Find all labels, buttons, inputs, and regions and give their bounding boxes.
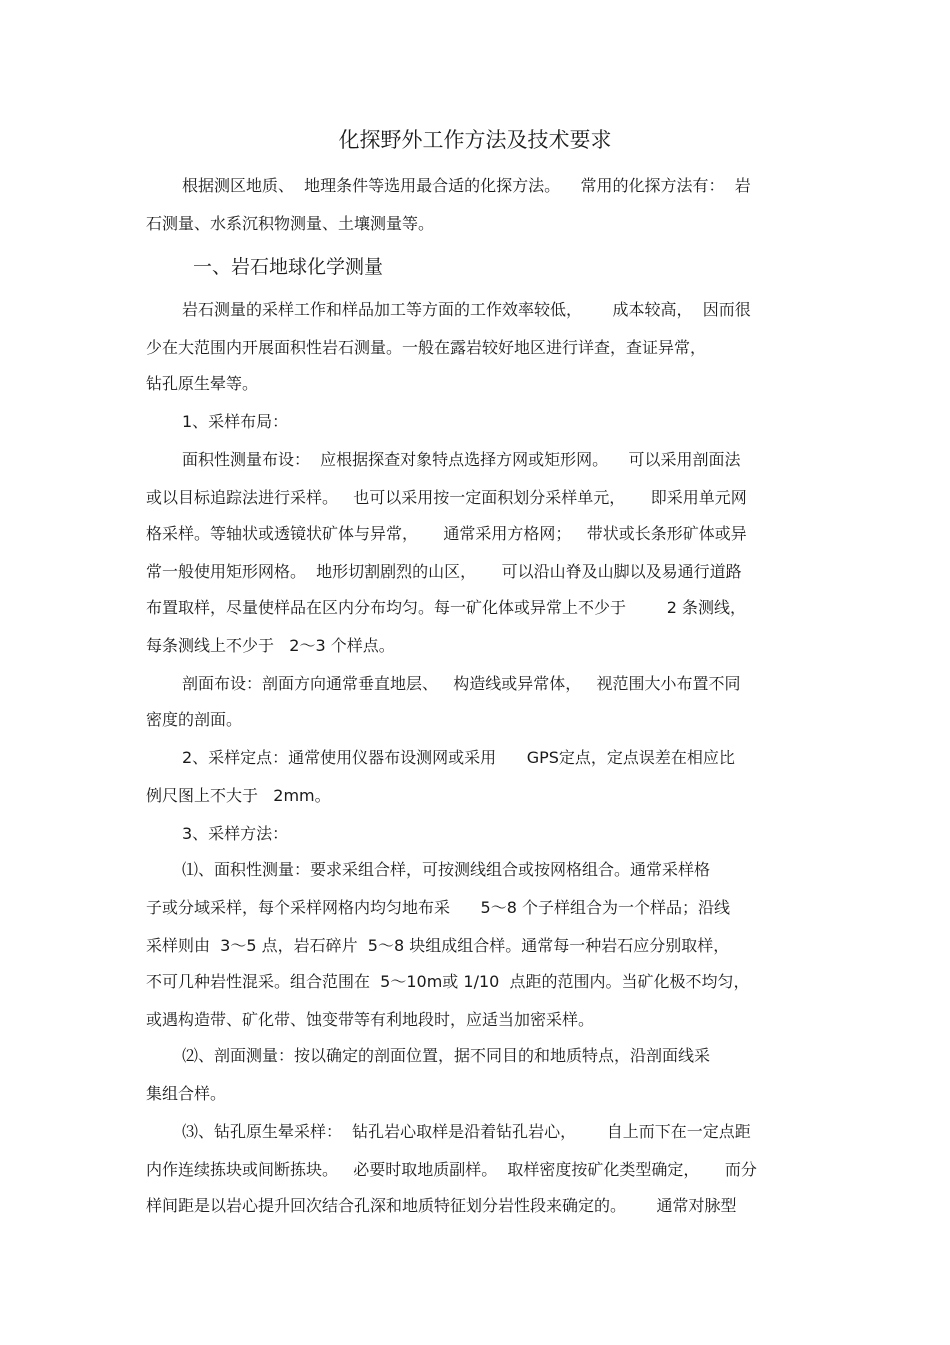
paragraph-line: 集组合样。 — [146, 1084, 227, 1103]
paragraph-line: 岩石测量的采样工作和样品加工等方面的工作效率较低， 成本较高， 因而很 — [182, 300, 751, 319]
paragraph-line: 面积性测量布设： 应根据探查对象特点选择方网或矩形网。 可以采用剖面法 — [182, 450, 741, 469]
paragraph-line: 子或分域采样，每个采样网格内均匀地布采 5～8 个子样组合为一个样品；沿线 — [146, 898, 730, 917]
paragraph-line: 格采样。等轴状或透镜状矿体与异常， 通常采用方格网； 带状或长条形矿体或异 — [146, 524, 747, 543]
paragraph-line: 剖面布设：剖面方向通常垂直地层、 构造线或异常体， 视范围大小布置不同 — [182, 674, 741, 693]
paragraph-line: 或遇构造带、矿化带、蚀变带等有利地段时，应适当加密采样。 — [146, 1010, 595, 1029]
paragraph-line: ⑶、钻孔原生晕采样： 钻孔岩心取样是沿着钻孔岩心， 自上而下在一定点距 — [182, 1122, 751, 1141]
paragraph-line: 根据测区地质、 地理条件等选用最合适的化探方法。 常用的化探方法有： 岩 — [182, 176, 751, 195]
paragraph-line: 石测量、水系沉积物测量、土壤测量等。 — [146, 214, 435, 233]
paragraph-line: 布置取样，尽量使样品在区内分布均匀。每一矿化体或异常上不少于 2 条测线， — [146, 598, 746, 617]
paragraph-line: 少在大范围内开展面积性岩石测量。一般在露岩较好地区进行详查，查证异常， — [146, 338, 707, 357]
paragraph-line: 或以目标追踪法进行采样。 也可以采用按一定面积划分采样单元， 即采用单元网 — [146, 488, 747, 507]
paragraph-line: 样间距是以岩心提升回次结合孔深和地质特征划分岩性段来确定的。 通常对脉型 — [146, 1196, 737, 1215]
paragraph-line: 钻孔原生晕等。 — [146, 374, 259, 393]
item-heading: 3、采样方法： — [182, 824, 289, 843]
paragraph-line: 采样则由 3～5 点，岩石碎片 5～8 块组成组合样。通常每一种岩石应分别取样， — [146, 936, 730, 955]
section-heading: 一、岩石地球化学测量 — [193, 256, 384, 278]
paragraph-line: ⑵、剖面测量：按以确定的剖面位置，据不同目的和地质特点，沿剖面线采 — [182, 1046, 711, 1065]
paragraph-line: 例尺图上不大于 2mm。 — [146, 786, 331, 805]
paragraph-line: ⑴、面积性测量：要求采组合样，可按测线组合或按网格组合。通常采样格 — [182, 860, 711, 879]
paragraph-line: 2、采样定点：通常使用仪器布设测网或采用 GPS定点，定点误差在相应比 — [182, 748, 735, 767]
item-heading: 1、采样布局： — [182, 412, 289, 431]
paragraph-line: 内作连续拣块或间断拣块。 必要时取地质副样。 取样密度按矿化类型确定， 而分 — [146, 1160, 757, 1179]
paragraph-line: 常一般使用矩形网格。 地形切割剧烈的山区， 可以沿山脊及山脚以及易通行道路 — [146, 562, 742, 581]
paragraph-line: 密度的剖面。 — [146, 710, 243, 729]
page-title: 化探野外工作方法及技术要求 — [338, 128, 612, 152]
paragraph-line: 每条测线上不少于 2～3 个样点。 — [146, 636, 395, 655]
paragraph-line: 不可几种岩性混采。组合范围在 5～10m或 1/10 点距的范围内。当矿化极不均匀， — [146, 972, 750, 991]
